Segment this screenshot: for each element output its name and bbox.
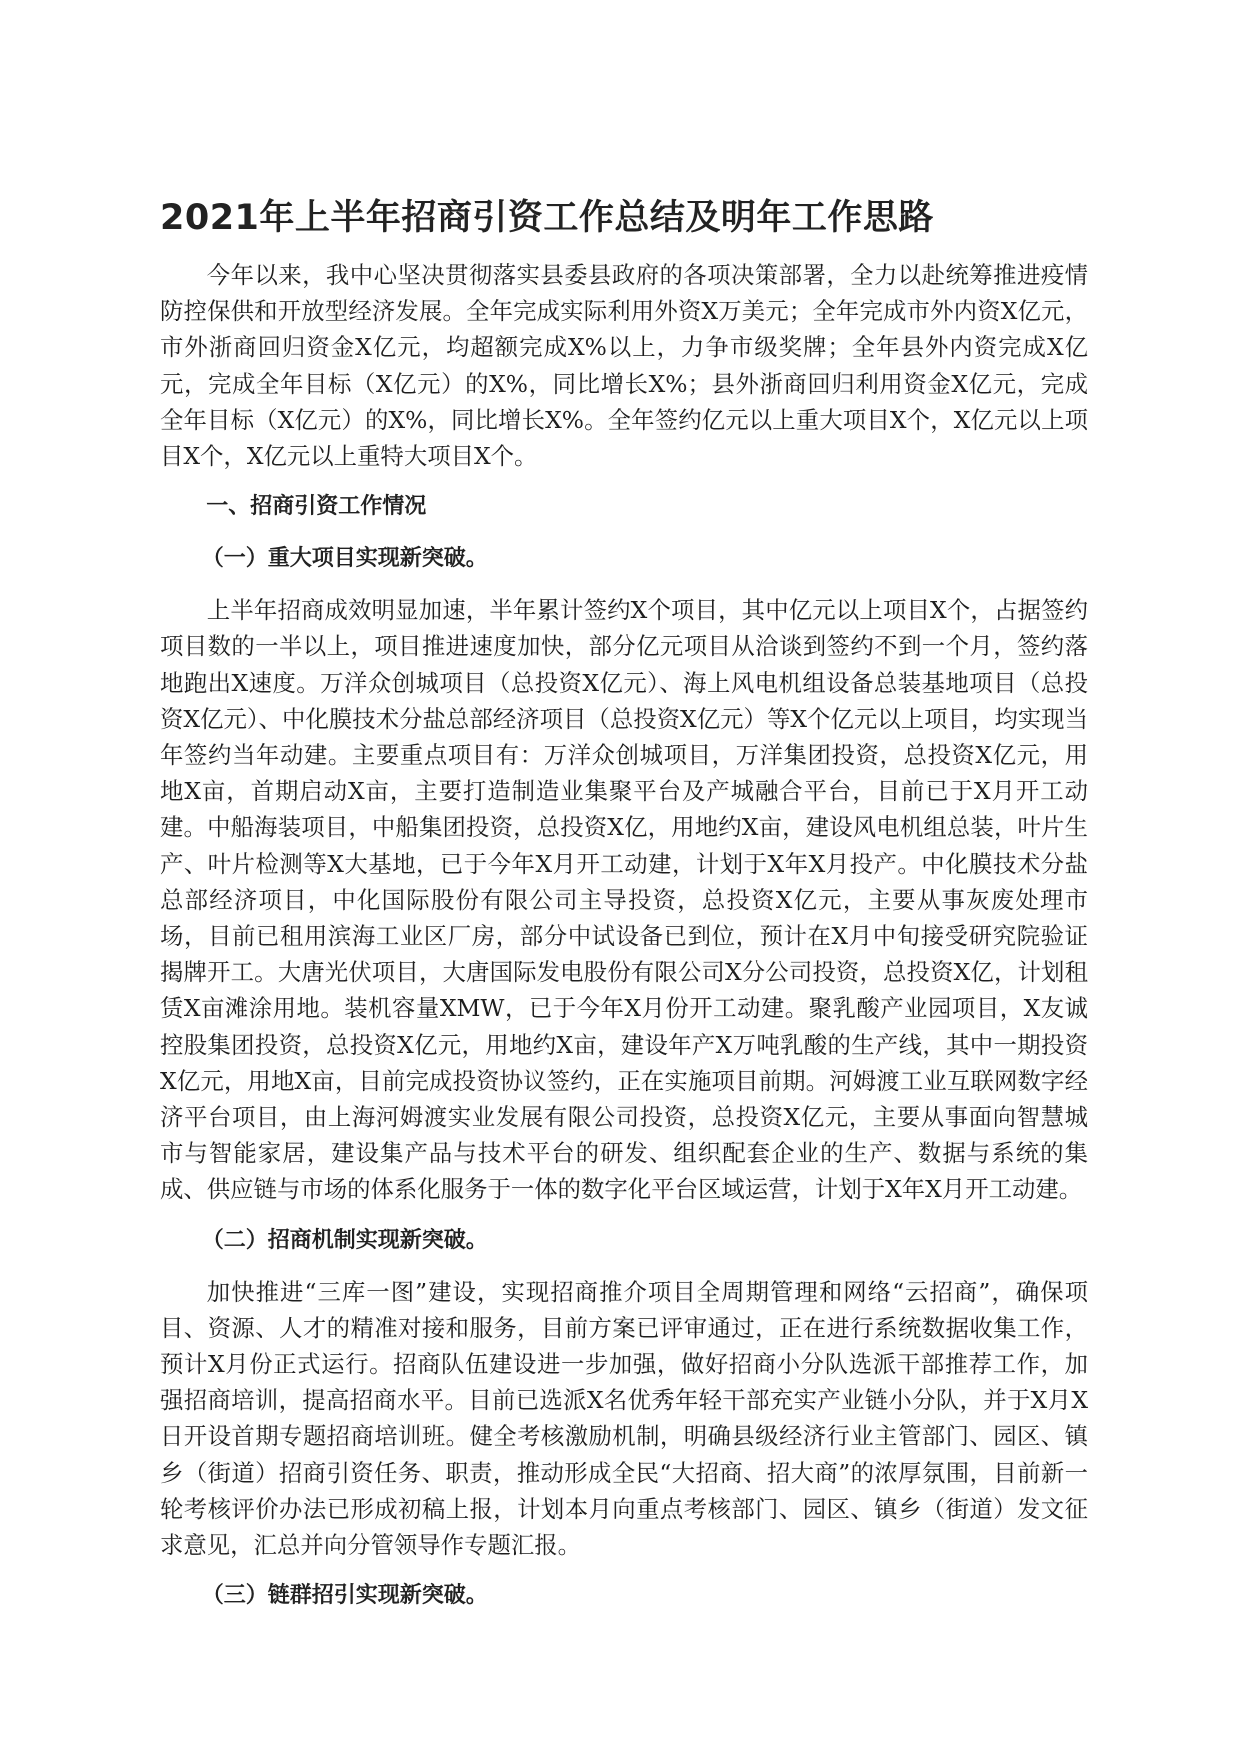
document-title: 2021年上半年招商引资工作总结及明年工作思路 — [160, 198, 934, 238]
subsection-heading-2: （二）招商机制实现新突破。 — [201, 1227, 488, 1253]
section-heading: 一、招商引资工作情况 — [206, 494, 427, 520]
subsection-body-2: 加快推进“三库一图”建设，实现招商推介项目全周期管理和网络“云招商”，确保项目、资源、人才的精准对接和服务，目前方案已评审通过，正在进行系统数据收集工作，预计X月份正式运行。招商队伍建设进一步加强，做好招商小分队选派干部推荐工作，加强招商培训，提高招商水平。目前已选派X名优秀年轻干部充实产业链小分队，并于X月X日开设首期专题招商培训班。健全考核激励机制，明确县级经济行业主管部门、园区、镇乡（街道）招商引资任务、职责，推动形成全民“大招商、招大商”的浓厚氛围，目前新一轮考核评价办法已形成初稿上报，计划本月向重点考核部门、园区、镇乡（街道）发文征求意见，汇总并向分管领导作专题汇报。 — [160, 1277, 1088, 1560]
subsection-heading-1: （一）重大项目实现新突破。 — [201, 546, 488, 572]
subsection-body-1: 上半年招商成效明显加速，半年累计签约X个项目，其中亿元以上项目X个，占据签约项目数的一半以上，项目推进速度加快，部分亿元项目从洽谈到签约不到一个月，签约落地跑出X速度。万洋众创城项目（总投资X亿元）、海上风电机组设备总装基地项目（总投资X亿元）、中化膜技术分盐总部经济项目（总投资X亿元）等X个亿元以上项目，均实现当年签约当年动建。主要重点项目有：万洋众创城项目，万洋集团投资，总投资X亿元，用地X亩，首期启动X亩，主要打造制造业集聚平台及产城融合平台，目前已于X月开工动建。中船海装项目，中船集团投资，总投资X亿，用地约X亩，建设风电机组总装，叶片生产、叶片检测等X大基地，已于今年X月开工动建，计划于X年X月投产。中化膜技术分盐总部经济项目，中化国际股份有限公司主导投资，总投资X亿元，主要从事灰废处理市场，目前已租用滨海工业区厂房，部分中试设备已到位，预计在X月中旬接受研究院验证揭牌开工。大唐光伏项目，大唐国际发电股份有限公司X分公司投资，总投资X亿，计划租赁X亩滩涂用地。装机容量XMW，已于今年X月份开工动建。聚乳酸产业园项目，X友诚控股集团投资，总投资X亿元，用地约X亩，建设年产X万吨乳酸的生产线，其中一期投资X亿元，用地X亩，目前完成投资协议签约，正在实施项目前期。河姆渡工业互联网数字经济平台项目，由上海河姆渡实业发展有限公司投资，总投资X亿元，主要从事面向智慧城市与智能家居，建设集产品与技术平台的研发、组织配套企业的生产、数据与系统的集成、供应链与市场的体系化服务于一体的数字化平台区域运营，计划于X年X月开工动建。 — [160, 596, 1088, 1204]
intro-paragraph: 今年以来，我中心坚决贯彻落实县委县政府的各项决策部署，全力以赴统筹推进疫情防控保供和开放型经济发展。全年完成实际利用外资X万美元；全年完成市外内资X亿元，市外浙商回归资金X亿元，均超额完成X%以上，力争市级奖牌；全年县外内资完成X亿元，完成全年目标（X亿元）的X%，同比增长X%；县外浙商回归利用资金X亿元，完成全年目标（X亿元）的X%，同比增长X%。全年签约亿元以上重大项目X个，X亿元以上项目X个，X亿元以上重特大项目X个。 — [160, 261, 1088, 471]
subsection-heading-3: （三）链群招引实现新突破。 — [201, 1583, 488, 1609]
document-page — [160, 195, 1088, 1629]
